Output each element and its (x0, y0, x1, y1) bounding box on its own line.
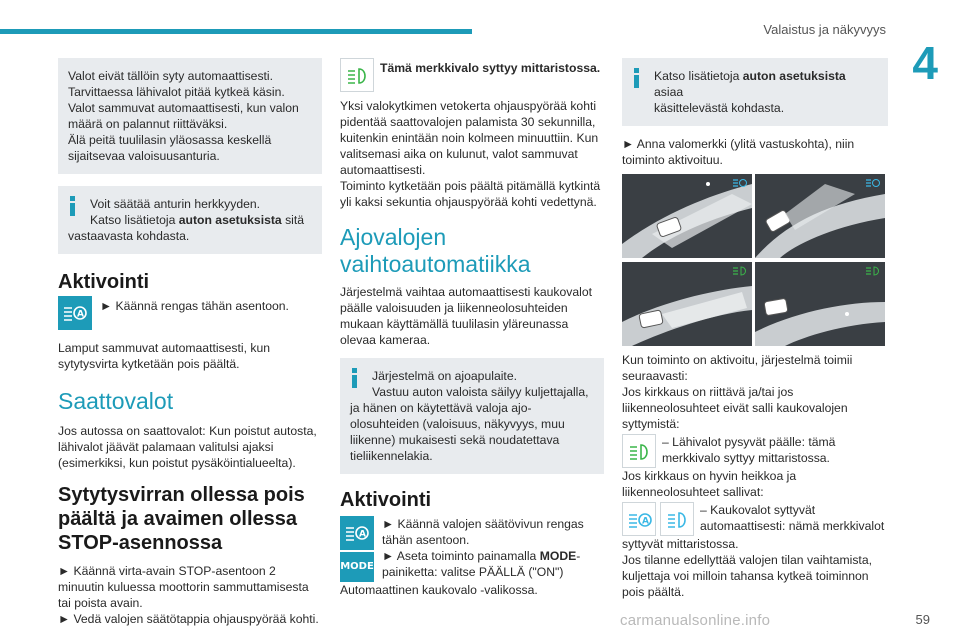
main-beam-indicator-icon (660, 502, 694, 536)
info-box-driving-aid (340, 358, 604, 474)
text-line: valitsemasi aika on kulunut, valot sammuvat (340, 147, 578, 161)
text-line: ► Anna valomerkki (ylitä vastuskohta), niin (622, 137, 855, 151)
dipped-beam-indicator-icon (340, 58, 374, 92)
text-line: ► Vedä valojen säätötappia ohjauspyörää kohti. (58, 612, 319, 626)
text-line: Lamput sammuvat automaattisesti, kun (58, 341, 271, 355)
text-line: Jos tilanne edellyttää valojen tilan vaihtamista, (622, 553, 872, 567)
text-span: sitä (281, 213, 305, 227)
auto-high-beam-indicator-icon (622, 502, 656, 536)
text-line: ja hänen on käytettävä valoja ajo- (350, 401, 532, 415)
text-line: automaattisesti: nämä merkkivalot (700, 519, 885, 533)
illustration-auto-high-beam-4 (755, 262, 885, 346)
text-span: ► Aseta toiminto painamalla (382, 549, 540, 563)
text-line: Valot sammuvat automaattisesti, kun valon (68, 101, 299, 115)
bold-span: auton asetuksista (742, 69, 846, 83)
section-title-line: Sytytysvirran ollessa pois (58, 484, 305, 506)
illustration-grid (622, 174, 885, 346)
text-line: lähivalot jäävät palamaan valitulsi ajaksi (58, 440, 274, 454)
section-title-aktivointi: Aktivointi (58, 271, 150, 293)
bold-span: MODE (539, 549, 577, 563)
text-line: pois päältä. (622, 585, 685, 599)
section-title-line: vaihtoautomatiikka (340, 251, 531, 277)
text-line: sijaitsevaa valoisuusanturia. (68, 149, 220, 163)
info-box-settings (622, 58, 888, 126)
illustration-auto-high-beam-2 (755, 174, 885, 258)
section-title-aktivointi-2: Aktivointi (340, 489, 432, 511)
auto-high-beam-icon (340, 516, 374, 550)
text-line: liikenneolosuhteet eivät salli kaukovalojen (622, 401, 848, 415)
mode-button-icon: MODE (340, 552, 374, 582)
indicator-text: Tämä merkkivalo syttyy mittaristossa. (380, 61, 601, 75)
page-number: 59 (915, 612, 930, 627)
text-line: Tarvittaessa lähivalot pitää kytkeä käsin. (68, 85, 285, 99)
text-line: vastaavasta kohdasta. (68, 229, 190, 243)
chapter-number: 4 (912, 37, 938, 89)
bold-span: auton asetuksista (178, 213, 282, 227)
text-line: kuljettaja voi milloin tahansa kytkeä toiminnon (622, 569, 869, 583)
text-line: Jos autossa on saattovalot: Kun poistut autosta, (58, 424, 317, 438)
text-line: määrä on palannut riittäväksi. (68, 117, 228, 131)
section-title-saattovalot: Saattovalot (58, 388, 174, 414)
text-line: Jos kirkkaus on riittävä ja/tai jos (622, 385, 794, 399)
text-line: päälle valoisuuden ja liikenneolosuhteiden (340, 301, 568, 315)
text-line: – Lähivalot pysyvät päälle: tämä (662, 435, 836, 449)
text-span: Katso lisätietoja (90, 213, 179, 227)
section-title-line: STOP-asennossa (58, 532, 223, 554)
text-line: minuutin kuluessa moottorin sammuttamisesta (58, 580, 309, 594)
illustration-auto-high-beam-1 (622, 174, 752, 258)
text-line: sytytysvirta kytketään pois päältä. (58, 357, 240, 371)
text-line: automaattisesti. (340, 163, 426, 177)
column-2 (340, 48, 604, 598)
text-line: Kun toiminto on aktivoitu, järjestelmä toimii (622, 353, 853, 367)
text-line: tähän asentoon. (382, 533, 470, 547)
text-line: käsittelevästä kohdasta. (654, 101, 785, 115)
text-span: - (576, 549, 581, 563)
text-line: Vastuu auton valoista säilyy kuljettajalla, (372, 385, 589, 399)
text-line: seuraavasti: (622, 369, 688, 383)
header-accent-bar (0, 29, 472, 34)
text-line: Jos kirkkaus on hyvin heikkoa ja (622, 469, 797, 483)
step-text: ► Käännä rengas tähän asentoon. (100, 299, 289, 313)
auto-lights-icon (58, 296, 92, 330)
text-line: – Kaukovalot syttyvät (700, 503, 816, 517)
text-line: Järjestelmä vaihtaa automaattisesti kaukovalot (340, 285, 593, 299)
text-line: Valot eivät tällöin syty automaattisesti. (68, 69, 274, 83)
text-line: syttymistä: (622, 417, 680, 431)
text-line: Älä peitä tuulilasin yläosassa keskellä (68, 133, 272, 147)
text-line: (esimerkiksi, kun poistut pysäköintialueelta). (58, 456, 296, 470)
info-icon (352, 368, 357, 388)
text-line: Toiminto kytketään pois päältä pitämällä kytkintä (340, 179, 601, 193)
text-line: ► Käännä virta-avain STOP-asentoon 2 (58, 564, 276, 578)
dipped-beam-indicator-icon (622, 434, 656, 468)
text-line: Voit säätää anturin herkkyyden. (90, 197, 261, 211)
text-line: mukaan käyttämällä tuulilasin yläreunassa (340, 317, 569, 331)
text-line: painiketta: valitse PÄÄLLÄ ("ON") (382, 565, 564, 579)
text-line: Yksi valokytkimen vetokerta ohjauspyörää kohti (340, 99, 597, 113)
svg-text:A: A (642, 516, 649, 527)
column-3-lower (622, 352, 888, 600)
illustration-auto-high-beam-3 (622, 262, 752, 346)
text-line: merkkivalo syttyy mittaristossa. (662, 451, 830, 465)
watermark-text: carmanualsonline.info (620, 612, 771, 629)
column-1 (58, 48, 322, 627)
section-title-line: päältä ja avaimen ollessa (58, 508, 298, 530)
text-line: olosuhteiden (valoisuus, näkyvyys, muu (350, 417, 565, 431)
text-line: ► Käännä valojen säätövivun rengas (382, 517, 584, 531)
text-line: kuitenkin enintään noin kolmeen minuuttiin. Kun (340, 131, 599, 145)
section-title-line: Ajovalojen (340, 224, 447, 250)
text-line: Järjestelmä on ajoapulaite. (372, 369, 517, 383)
svg-text:A: A (77, 309, 84, 320)
info-icon (70, 196, 75, 216)
note-box-sensor (58, 58, 322, 174)
info-box-sensitivity (58, 186, 322, 254)
info-icon (634, 68, 639, 88)
text-line: syttyvät mittaristossa. (622, 537, 739, 551)
text-line: tieliikennelakia. (350, 449, 433, 463)
text-line: toiminto aktivoituu. (622, 153, 723, 167)
text-line: liikenne) mukaisesti sekä noudatettava (350, 433, 560, 447)
text-span: Katso lisätietoja (654, 69, 743, 83)
header-title: Valaistus ja näkyvyys (763, 22, 886, 37)
text-span: asiaa (654, 85, 684, 99)
text-line: yli kaksi sekuntia ohjauspyörää kohti vedettynä. (340, 195, 597, 209)
text-line: liikenneolosuhteet sallivat: (622, 485, 764, 499)
text-line: tai poista avain. (58, 596, 143, 610)
text-line: olevaa kameraa. (340, 333, 431, 347)
text-line: pidentää saattovalojen palamista 30 sekunnilla, (340, 115, 596, 129)
svg-text:A: A (359, 529, 366, 540)
text-line: Automaattinen kaukovalo -valikossa. (340, 583, 538, 597)
